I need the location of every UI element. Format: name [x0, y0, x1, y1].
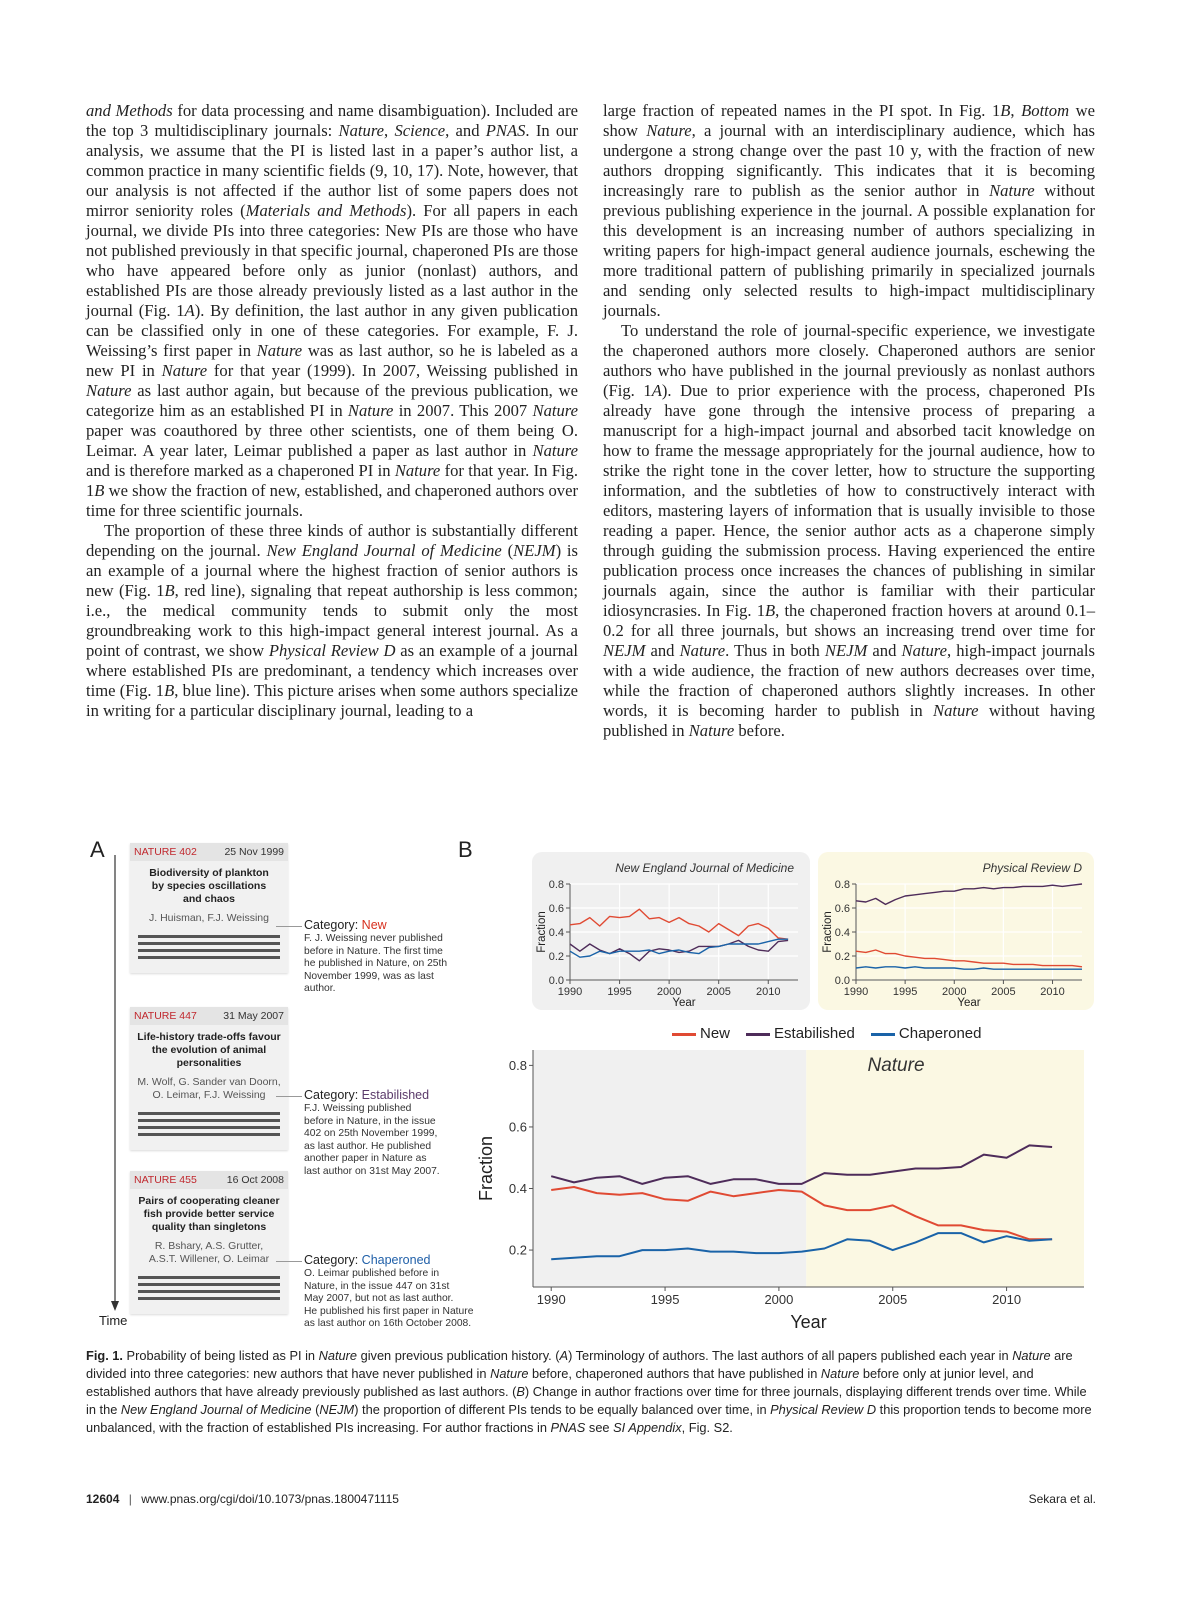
- paper-title: [130, 1025, 288, 1070]
- text-run: Nature: [347, 401, 394, 420]
- text-run: B: [765, 601, 776, 620]
- text-run: Nature: [820, 1366, 860, 1381]
- text-run: To understand the role of journal-specific experience, we investigate the chaperoned authors more closely. Chaperoned authors are senior authors who have published in the journal previously as nonlast authors (Fig. 1: [603, 321, 1095, 400]
- text-run: , red line), signaling that repeat authorship is less common; i.e., the medical community tends to submit only the most groundbreaking work to this high-impact general interest journal. As a point of contrast, we show: [86, 581, 578, 660]
- y-tick-label: 0.6: [508, 1119, 527, 1135]
- category-annotation: [304, 1088, 474, 1178]
- title-line: and chaos: [183, 893, 235, 905]
- title-line: personalities: [176, 1057, 242, 1069]
- title-line: fish provide better service: [143, 1208, 275, 1220]
- description-line: 402 on 25th November 1999,: [304, 1128, 438, 1139]
- text-run: was as last author, so he is labeled as a new PI in: [86, 341, 578, 380]
- text-run: large fraction of repeated names in the PI spot. In Fig. 1: [603, 101, 1001, 120]
- chart-title: New England Journal of Medicine: [615, 861, 794, 875]
- x-tick-label: 2000: [942, 986, 967, 998]
- page-number: 12604: [86, 1492, 120, 1506]
- text-run: for data processing and name disambiguation). Included are the top 3 multidisciplinary journals:: [86, 101, 578, 140]
- text-run: for that year. In Fig. 1: [86, 461, 578, 500]
- x-tick-label: 2005: [991, 986, 1016, 998]
- figure-caption: [86, 1347, 1096, 1437]
- x-tick-label: 2010: [756, 986, 781, 998]
- y-tick-label: 0.8: [548, 878, 564, 891]
- description-line: November 1999, was as last: [304, 970, 434, 982]
- x-tick-label: 1990: [557, 986, 583, 998]
- title-line: by species oscillations: [151, 880, 267, 892]
- figure-1: [84, 835, 1116, 1345]
- text-run: as last author again, but because of the previous publication, we categorize him as an established PI in: [86, 381, 578, 420]
- y-tick-label: 0.4: [834, 926, 850, 939]
- running-authors: Sekara et al.: [1028, 1492, 1096, 1506]
- paragraph: [86, 101, 578, 521]
- category-label: [304, 918, 474, 932]
- text-run: we show the fraction of new, established, and chaperoned authors over time for three scientific journals.: [86, 481, 578, 520]
- title-line: Biodiversity of plankton: [149, 867, 269, 879]
- text-run: as an example of a journal where established PIs are predominant, a tendency which increases over time (Fig. 1: [86, 641, 578, 700]
- category-annotation: [304, 1253, 474, 1331]
- x-axis-label: Year: [672, 997, 696, 1009]
- text-run: NEJM: [319, 1402, 355, 1417]
- text-run: and: [867, 641, 902, 660]
- text-run: The proportion of these three kinds of author is substantially different depending on the journal.: [86, 521, 578, 560]
- category-description: [304, 1268, 474, 1331]
- paper-card: [130, 1171, 288, 1314]
- text-run: Nature: [256, 341, 303, 360]
- placeholder-line: [138, 1283, 280, 1286]
- y-tick-label: 0.2: [508, 1242, 527, 1258]
- issue-date: 25 Nov 1999: [224, 846, 284, 858]
- paragraph: [603, 321, 1095, 741]
- legend-swatch: [746, 1033, 770, 1036]
- title-line: the evolution of animal: [151, 1044, 267, 1056]
- text-run: Science: [394, 121, 446, 140]
- text-run: , the chaperoned fraction hovers at around 0.1–0.2 for all three journals, but shows an increasing trend over time for: [603, 601, 1096, 640]
- page-footer: [86, 1492, 1096, 1506]
- text-run: , a journal with an interdisciplinary audience, which has undergone a strong change over the past 10 y, with the fraction of new authors dropping significantly. This indicates that it is becoming increasingly rare to publish as the senior author in: [603, 121, 1096, 200]
- shaded-region: [533, 1050, 806, 1287]
- x-tick-label: 1995: [607, 986, 632, 998]
- paper-title: [130, 861, 288, 906]
- text-run: A: [184, 301, 195, 320]
- author-line: J. Huisman, F.J. Weissing: [148, 912, 269, 924]
- category-name: Estabilished: [361, 1088, 430, 1102]
- nature-chart: [470, 1040, 1116, 1335]
- category-description: [304, 933, 474, 996]
- legend-label: New: [700, 1025, 731, 1042]
- text-run: Nature: [161, 361, 208, 380]
- text-run: ) Terminology of authors. The last authors of all papers published each year in: [568, 1348, 1013, 1363]
- text-run: Materials and Methods: [245, 201, 407, 220]
- author-line: A.S.T. Willener, O. Leimar: [148, 1253, 270, 1265]
- text-run: . Thus in both: [725, 641, 825, 660]
- text-run: and: [645, 641, 680, 660]
- x-tick-label: 1995: [892, 986, 918, 998]
- text-run: and is therefore marked as a chaperoned PI in: [86, 461, 395, 480]
- text-run: , Fig. S2.: [681, 1420, 733, 1435]
- placeholder-line: [138, 1126, 280, 1129]
- chart-title: Physical Review D: [982, 861, 1082, 875]
- placeholder-line: [138, 956, 280, 959]
- text-run: Nature: [989, 181, 1035, 200]
- text-run: Nature: [1012, 1348, 1051, 1363]
- paragraph: [603, 101, 1095, 321]
- right-text-column: [603, 101, 1095, 741]
- text-run: without previous publishing experience in the journal. A possible explanation for this development is an increasing number of authors specializing in writing papers for high-impact general audience journals, eschewing the more traditional pattern of publishing primarily in specialized journals and sending only selected results to high-impact multidisciplinary journals.: [603, 181, 1096, 320]
- text-run: Nature: [394, 461, 441, 480]
- text-run: A: [651, 381, 662, 400]
- y-tick-label: 0.0: [834, 974, 850, 987]
- description-line: author.: [304, 983, 336, 994]
- y-tick-label: 0.2: [548, 950, 564, 963]
- text-run: Nature: [646, 121, 692, 140]
- text-run: ) is an example of a journal where the highest fraction of senior authors is new (Fig. 1: [86, 541, 578, 600]
- description-line: He published his first paper in Nature: [304, 1305, 474, 1317]
- x-axis-label: Year: [957, 997, 981, 1009]
- description-line: last author on 31st May 2007.: [304, 1165, 440, 1177]
- category-description: [304, 1103, 474, 1178]
- text-run: are divided into three categories: new authors that have never published in: [86, 1348, 1073, 1381]
- text-run: and Methods: [86, 101, 173, 120]
- journal-issue: NATURE 402: [134, 846, 197, 858]
- paper-header: [130, 843, 288, 861]
- issue-date: 16 Oct 2008: [226, 1174, 284, 1186]
- text-run: in 2007. This 2007: [393, 401, 533, 420]
- description-line: as last author on 16th October 2008.: [304, 1318, 472, 1329]
- text-run: Nature: [901, 641, 947, 660]
- chart-title: Nature: [867, 1055, 925, 1076]
- description-line: as last author. He published: [304, 1140, 432, 1152]
- placeholder-line: [138, 1112, 280, 1115]
- y-axis-label: Fraction: [822, 911, 834, 953]
- text-placeholder-lines: [130, 1270, 288, 1314]
- text-run: Probability of being listed as PI in: [122, 1348, 319, 1363]
- placeholder-line: [138, 935, 280, 938]
- text-run: ). For all papers in each journal, we divide PIs into three categories: New PIs are those who have not published previously in that specific journal, chaperoned PIs are those who have appeared before only as junior (nonlast) authors, and established PIs are those already previously listed as a last author in the journal (Fig. 1: [86, 201, 578, 320]
- category-name: New: [361, 918, 387, 932]
- text-run: NEJM: [603, 641, 646, 660]
- paper-authors: [130, 1070, 288, 1106]
- paper-title: [130, 1189, 288, 1234]
- description-line: before in Nature, in the issue: [304, 1115, 436, 1127]
- text-run: given previous publication history. (: [357, 1348, 560, 1363]
- x-axis-label: Year: [790, 1312, 827, 1332]
- text-run: we show: [603, 101, 1095, 140]
- text-run: Fig. 1.: [86, 1348, 123, 1363]
- category-prefix: Category:: [304, 1253, 362, 1267]
- legend-swatch: [871, 1033, 895, 1036]
- text-run: ). By definition, the last author in any given publication can be classified only in one of these categories. For example, F. J. Weissing’s first paper in: [86, 301, 579, 360]
- nejm-chart: [532, 852, 810, 1010]
- text-run: A: [559, 1348, 569, 1363]
- paper-header: [130, 1171, 288, 1189]
- text-run: this proportion tends to become more unbalanced, with the fraction of established PIs increasing. For author fractions in: [86, 1402, 1092, 1435]
- description-line: Nature, in the issue 447 on 31st: [304, 1280, 450, 1292]
- physical-review-d-chart: [818, 852, 1094, 1010]
- text-run: New England Journal of Medicine: [120, 1402, 312, 1417]
- category-name: Chaperoned: [361, 1253, 431, 1267]
- text-run: (: [501, 541, 514, 560]
- description-line: F.J. Weissing published: [304, 1103, 412, 1114]
- title-line: quality than singletons: [151, 1221, 267, 1233]
- category-prefix: Category:: [304, 1088, 362, 1102]
- legend-label: Chaperoned: [898, 1025, 982, 1042]
- paper-authors: [130, 1234, 288, 1270]
- text-run: Physical Review D: [770, 1402, 877, 1417]
- author-line: R. Bshary, A.S. Grutter,: [154, 1240, 264, 1252]
- text-run: , high-impact journals with a wide audience, the fraction of new authors decreases over time, while the fraction of chaperoned authors slightly increases. In other words, it is becoming harder to publish in: [603, 641, 1095, 720]
- text-run: see: [585, 1420, 614, 1435]
- time-label: Time: [99, 1313, 128, 1328]
- y-tick-label: 0.8: [834, 878, 850, 891]
- panel-b-letter: B: [458, 837, 473, 862]
- leader-line: [276, 926, 302, 927]
- text-placeholder-lines: [130, 929, 288, 973]
- text-run: . In our analysis, we assume that the PI is listed last in a paper’s author list, a common practice in many scientific fields (9, 10, 17). Note, however, that our analysis is not affected if the author list of some papers does not mirror seniority roles (: [86, 121, 579, 220]
- description-line: another paper in Nature as: [304, 1153, 427, 1164]
- placeholder-line: [138, 1119, 280, 1122]
- placeholder-line: [138, 949, 280, 952]
- text-run: B: [164, 681, 175, 700]
- text-run: Nature: [679, 641, 726, 660]
- text-run: PNAS: [485, 121, 526, 140]
- x-tick-label: 2010: [992, 1292, 1022, 1307]
- y-tick-label: 0.2: [834, 950, 850, 963]
- leader-line: [276, 1261, 302, 1262]
- description-line: before in Nature. The first time: [304, 945, 443, 957]
- journal-issue: NATURE 455: [134, 1174, 197, 1186]
- y-tick-label: 0.8: [508, 1057, 527, 1073]
- x-tick-label: 2000: [656, 986, 682, 998]
- text-run: without having published in: [603, 701, 1095, 740]
- paper-card: [130, 843, 288, 973]
- text-run: ,: [384, 121, 395, 140]
- text-run: B: [516, 1384, 525, 1399]
- text-run: SI Appendix: [613, 1420, 682, 1435]
- text-run: ,: [1010, 101, 1022, 120]
- category-prefix: Category:: [304, 918, 362, 932]
- text-run: New England Journal of Medicine: [266, 541, 502, 560]
- x-tick-label: 2005: [706, 986, 731, 998]
- y-tick-label: 0.0: [548, 974, 564, 987]
- text-run: paper was coauthored by three other scientists, one of them being O. Leimar. A year later, Leimar published a paper as last author in: [86, 421, 578, 460]
- text-run: for that year (1999). In 2007, Weissing published in: [207, 361, 578, 380]
- text-run: before.: [734, 721, 785, 740]
- text-run: before only at junior level, and established authors that have already previously published as last authors. (: [86, 1366, 1034, 1399]
- paper-card: [130, 1007, 288, 1150]
- author-line: M. Wolf, G. Sander van Doorn,: [137, 1076, 281, 1088]
- description-line: he published in Nature, on 25th: [304, 958, 448, 969]
- leader-line: [276, 1096, 302, 1097]
- text-run: B: [164, 581, 175, 600]
- description-line: May 2007, but not as last author.: [304, 1293, 454, 1304]
- text-run: Nature: [532, 401, 578, 420]
- y-axis-label: Fraction: [536, 911, 548, 953]
- text-run: ). Due to prior experience with the process, chaperoned PIs already have gone through the intensive process of preparing a manuscript for a high-impact journal and absorbed tacit knowledge on how to frame the message appropriately for the journal audience, how to strike the right tone in the cover letter, how to structure the supporting information, and the subtleties of how to constructively interact with editors, mastering layers of information that is usually invisible to those reading a paper. Hence, the senior author acts as a chaperone simply through guiding the submission process. Having experienced the entire publication process once increases the chances of publishing in similar journals again, since the author is familiar with their particular idiosyncrasies. In Fig. 1: [603, 381, 1095, 620]
- journal-issue: NATURE 447: [134, 1010, 197, 1022]
- text-run: before, chaperoned authors that have published in: [528, 1366, 821, 1381]
- description-line: F. J. Weissing never published: [304, 933, 443, 944]
- text-run: (: [311, 1402, 320, 1417]
- placeholder-line: [138, 1297, 280, 1300]
- text-run: , blue line). This picture arises when some authors specialize in writing for a particular disciplinary journal, leading to a: [86, 681, 578, 720]
- text-run: PNAS: [550, 1420, 586, 1435]
- placeholder-line: [138, 1290, 280, 1293]
- x-tick-label: 1990: [536, 1292, 566, 1307]
- x-tick-label: 2000: [764, 1292, 794, 1307]
- title-line: Pairs of cooperating cleaner: [138, 1195, 280, 1207]
- paragraph: [86, 521, 578, 721]
- x-tick-label: 1995: [650, 1292, 680, 1307]
- panel-a-letter: A: [90, 837, 105, 862]
- doi-link[interactable]: www.pnas.org/cgi/doi/10.1073/pnas.1800471115: [141, 1492, 399, 1506]
- text-run: Nature: [318, 1348, 358, 1363]
- text-run: Nature: [933, 701, 979, 720]
- description-line: O. Leimar published before in: [304, 1268, 440, 1279]
- x-tick-label: 2005: [878, 1292, 908, 1307]
- text-run: Nature: [532, 441, 578, 460]
- y-tick-label: 0.4: [508, 1181, 527, 1197]
- y-tick-label: 0.6: [834, 902, 850, 915]
- text-run: Bottom: [1021, 101, 1070, 120]
- x-tick-label: 1990: [843, 986, 869, 998]
- paper-authors: [130, 906, 288, 929]
- category-label: [304, 1253, 474, 1267]
- text-run: Nature: [338, 121, 385, 140]
- text-run: B: [1000, 101, 1011, 120]
- footer-separator: |: [128, 1492, 132, 1506]
- x-tick-label: 2010: [1040, 986, 1065, 998]
- text-run: ) Change in author fractions over time for three journals, displaying different trends over time. While in the: [86, 1384, 1087, 1417]
- placeholder-line: [138, 942, 280, 945]
- y-tick-label: 0.6: [548, 902, 564, 915]
- text-run: Nature: [490, 1366, 529, 1381]
- text-run: Nature: [688, 721, 735, 740]
- text-run: Physical Review D: [268, 641, 396, 660]
- left-text-column: [86, 101, 578, 721]
- legend-swatch: [672, 1033, 696, 1036]
- category-annotation: [304, 918, 474, 996]
- text-run: B: [94, 481, 105, 500]
- y-tick-label: 0.4: [548, 926, 564, 939]
- issue-date: 31 May 2007: [223, 1010, 284, 1022]
- text-run: , and: [445, 121, 486, 140]
- text-run: Nature: [86, 381, 132, 400]
- y-axis-label: Fraction: [476, 1135, 496, 1202]
- text-run: NEJM: [513, 541, 556, 560]
- title-line: Life-history trade-offs favour: [137, 1031, 281, 1043]
- time-arrow: [84, 835, 124, 1335]
- text-placeholder-lines: [130, 1106, 288, 1150]
- legend-label: Estabilished: [774, 1025, 855, 1042]
- placeholder-line: [138, 1276, 280, 1279]
- placeholder-line: [138, 1133, 280, 1136]
- author-line: O. Leimar, F.J. Weissing: [152, 1089, 266, 1101]
- paper-header: [130, 1007, 288, 1025]
- text-run: ) the proportion of different PIs tends to be equally balanced over time, in: [354, 1402, 771, 1417]
- text-run: NEJM: [824, 641, 868, 660]
- category-label: [304, 1088, 474, 1102]
